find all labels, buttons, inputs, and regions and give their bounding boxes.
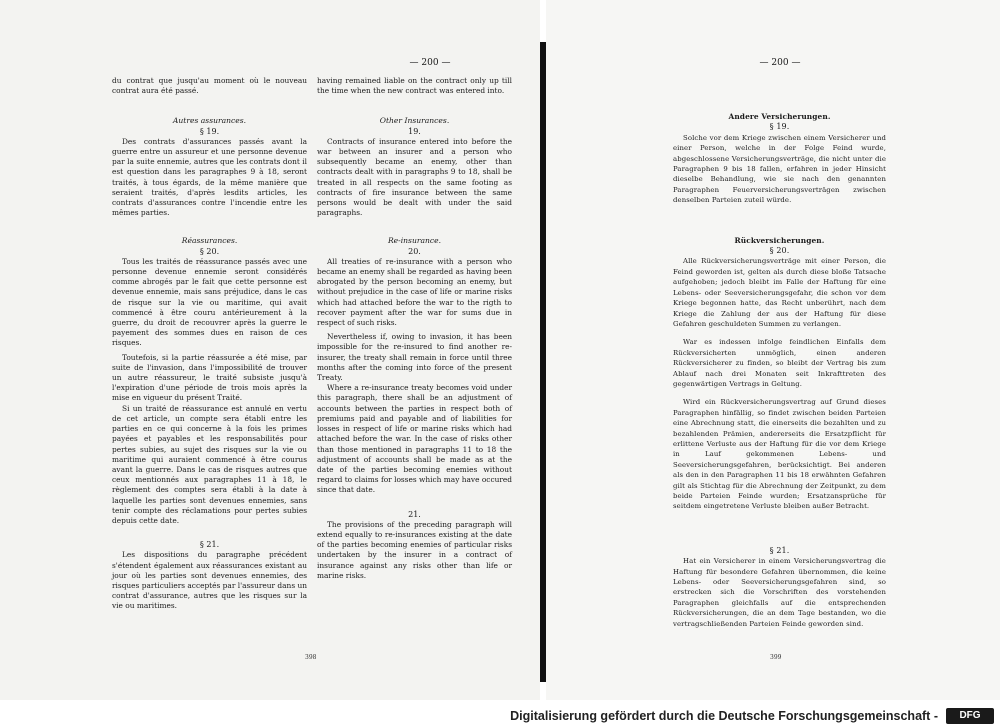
french-paragraph-19: Des contrats d'assurances passés avant la guerre entre un assureur et une personne devenue par la suite ennemie, autres que les contrats dont il est question dans les paragraphes 9 à 18, seront traités, à tous égards, de la même manière que seraient traités, d'après lesdits articles, les contrats d'assurances contre l'incendie entre les mêmes parties. (112, 136, 307, 218)
english-paragraph-20b: Nevertheless if, owing to invasion, it has been impossible for the re-insured to find another re-insurer, the treaty shall remain in force until three months after the coming into force of the present Treaty. (317, 332, 512, 383)
english-heading-20: Re-insurance. (387, 236, 442, 246)
french-paragraph-20c: Si un traité de réassurance est annulé en vertu de cet article, un compte sera établi entre les parties en ce qui concerne à la fois les primes payées et payables et les responsabilités pour pertes subies, au sujet des risques sur la vie ou maritime qui auraient commencé à être courus avant la guerre. Dans le cas de risques autres que ceux mentionnés aux paragraphes 11 à 18, le règlement des comptes sera établi à la date à laquelle les parties sont devenues ennemies, sans tenir compte des réclamations pour pertes subies depuis cette date. (112, 403, 307, 525)
french-paragraph-20b: Toutefois, si la partie réassurée a été mise, par suite de l'invasion, dans l'impossibilité de trouver un autre réassureur, le traité subsiste jusqu'à l'expiration d'une période de trois mois après la mise en vigueur du présent Traité. (112, 352, 307, 403)
german-paragraph-20a: Alle Rückversicherungsverträge mit einer Person, die Feind geworden ist, gelten als durch diese bloße Tatsache aufgehoben; jedoch bleibt im Falle der Haftung für eine Lebens- oder Seeversicherungsgefahr, die schon vor dem Kriege begonnen hatte, das Recht unberührt, nach dem Kriege die Zahlung der aus der Haftung für diese Gefahren geschuldeten Summen zu verlangen. (673, 257, 886, 328)
english-paragraph-20a: All treaties of re-insurance with a person who became an enemy shall be regarded as having been abrogated by the person becoming an enemy, but without prejudice in the case of life or marine risks which had attached before the war to the rigth to recover payment after the war for sums due in respect of such risks. (317, 256, 512, 328)
german-paragraph-21: Hat ein Versicherer in einem Versicherungsvertrag die Haftung für besondere Gefahren übernommen, die keine Lebens- oder Seeversicherungsgefahren sind, so erstrecken sich die Vorschriften des vorstehenden Paragraphen gleichfalls auf die entsprechenden Rückversicherungen, die an dem Tage bestanden, wo die vertragschließenden Parteien Feinde geworden sind. (673, 557, 886, 628)
page-footer-number: 399 (770, 654, 782, 661)
german-column (673, 112, 886, 629)
page-footer-number: 398 (305, 654, 317, 661)
english-paragraph-21: The provisions of the preceding paragraph will extend equally to re-insurances existing at the date of the parties becoming enemies of particular risks undertaken by the insurer in a contract of insurance against any risks other than life or marine risks. (317, 519, 512, 580)
german-section-19: § 19. (769, 122, 790, 132)
banner-text: Digitalisierung gefördert durch die Deutsche Forschungsgemeinschaft - (510, 709, 938, 723)
french-section-21: § 21. (199, 540, 220, 550)
french-column (112, 76, 307, 612)
german-paragraph-20b: War es indessen infolge feindlichen Einfalls dem Rückversicherten unmöglich, einen anderen Rückversicherer zu finden, so bleibt der Vertrag bis zum Ablauf nach drei Monaten seit Inkrafttreten des gegenwärtigen Vertrags in Geltung. (673, 338, 886, 388)
english-paragraph-20c: Where a re-insurance treaty becomes void under this paragraph, there shall be an adjustment of accounts between the parties in respect both of premiums paid and payable and of liabilities for losses in respect of life or marine risks which had attached before the war. In the case of risks other than those mentioned in paragraphs 11 to 18 the adjustment of accounts shall be made as at the date of the parties becoming enemies without regard to claims for losses which may have occured since that date. (317, 383, 512, 495)
right-page (546, 0, 1000, 700)
french-section-19: § 19. (199, 126, 220, 136)
english-section-20: 20. (408, 246, 421, 256)
digitization-banner (0, 705, 1000, 727)
french-paragraph-20a: Tous les traités de réassurance passés avec une personne devenue ennemie seront considérés comme abrogés par le fait que cette personne est devenue ennemie, mais sans préjudice, dans le cas de risque sur la vie ou maritime, qui avait commencé à être couru antérieurement à la guerre, du droit de recouvrer après la guerre le payement des sommes dues en raison de ces risques. (112, 256, 307, 348)
german-paragraph-20c: Wird ein Rückversicherungsvertrag auf Grund dieses Paragraphen hinfällig, so findet zwischen beiden Parteien eine Abrechnung statt, die einerseits die bezahlten und zu bezahlenden Prämien, andererseits die Ersatzpflicht für erlittene Verluste aus der Haftung für die vor dem Kriege in Lauf gekommenen Lebens- und Seeversicherungsgefahren, berücksichtigt. Bei anderen als den in den Paragraphen 11 bis 18 erwähnten Gefahren gilt als Stichtag für die Abrechnung der Zeitpunkt, zu dem beide Parteien Feinde wurden; Ersatzansprüche für seitdem eingetretene Verluste bleiben außer Betracht. (673, 398, 886, 511)
dfg-logo[interactable]: DFG (946, 708, 994, 724)
french-heading-19: Autres assurances. (172, 116, 247, 126)
german-heading-20: Rückversicherungen. (734, 235, 825, 245)
german-heading-19: Andere Versicherungen. (728, 112, 831, 121)
english-continuation: having remained liable on the contract only up till the time when the new contract was entered into. (317, 76, 512, 96)
english-column (317, 76, 512, 581)
english-heading-19: Other Insurances. (379, 116, 450, 126)
page-header-number: — 200 — (409, 58, 451, 68)
french-paragraph-21: Les dispositions du paragraphe précédent s'étendent également aux réassurances existant au jour où les parties sont devenues ennemies, des risques particuliers acceptés par l'assureur dans un contrat d'assurance, autres que les risques sur la vie ou maritimes. (112, 550, 307, 611)
english-paragraph-19: Contracts of insurance entered into before the war between an insurer and a person who subsequently became an enemy, other than contracts dealt with in paragraphs 9 to 18, shall be treated in all respects on the same footing as contracts of fire insurance between the same persons would be dealt with under the said paragraphs. (317, 136, 512, 218)
german-paragraph-19: Solche vor dem Kriege zwischen einem Versicherer und einer Person, welche in der Folge Feind wurde, abgeschlossene Versicherungsverträge, die nicht unter die Paragraphen 9 bis 18 fallen, erfahren in jeder Hinsicht dieselbe Behandlung, wie sie nach den genannten Paragraphen Feuerversicherungsverträgen zwischen denselben Parteien zuteil würde. (673, 133, 886, 205)
french-heading-20: Réassurances. (181, 236, 238, 246)
french-continuation: du contrat que jusqu'au moment où le nouveau contrat aura été passé. (112, 76, 307, 96)
german-section-21: § 21. (769, 545, 790, 555)
english-section-21: 21. (408, 509, 421, 519)
french-section-20: § 20. (199, 246, 220, 256)
german-section-20: § 20. (769, 246, 790, 256)
page-header-number: — 200 — (759, 58, 801, 68)
english-section-19: 19. (408, 126, 421, 136)
